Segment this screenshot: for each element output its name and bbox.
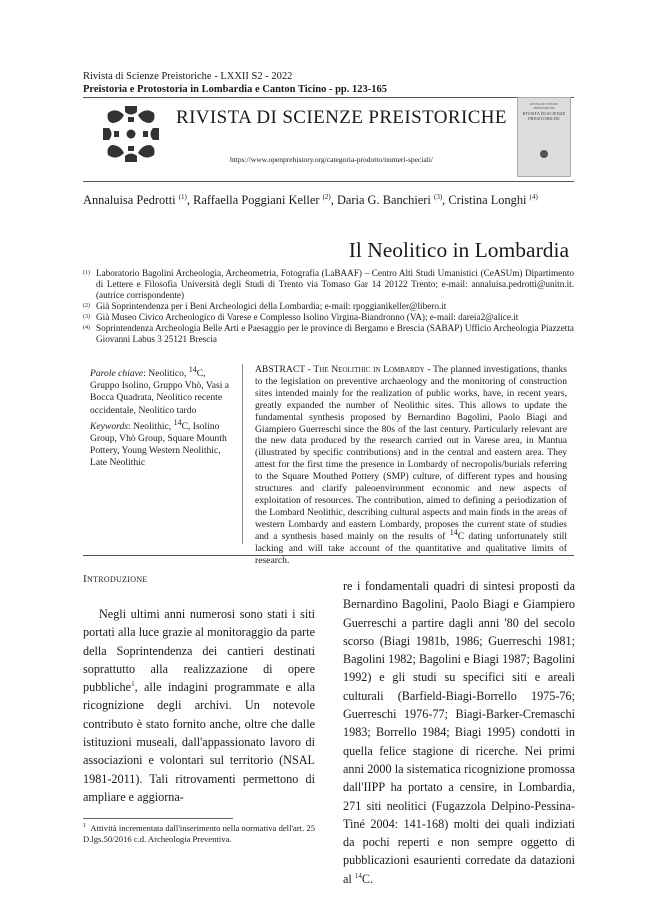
- affiliation-number: (3): [83, 314, 90, 320]
- journal-logo-icon: [100, 103, 162, 165]
- footnote: [83, 823, 315, 844]
- author-affiliation-mark: (3): [433, 192, 443, 201]
- body-text: re i fondamentali quadri di sintesi proposti da Bernardino Bagolini, Paolo Biagi e Giampiero Guerreschi a partire dagli anni '80 del secolo scorso (Biagi 1981b, 1986; Guerreschi 1981; Bagolini 1982; Bagolini e Biagi 1987; Bagolini 1992) e gli studi su specifici siti e areali culturali (Barfield-Biagi-Borrello 1975-76; Guerreschi 1976-77; Biagi-Barker-Cremaschi 1983; Borrello 1984; Biagi 1995) condotti in quella felice stagione di ricerche. Nei primi anni 2000 la sistematica ricognizione promossa dall'IIPP ha portato a censire, in Lombardia, 271 siti neolitici (Fugazzola Delpino-Pessina-Tiné 2004: 141-168) molti dei quali indiziati da pochi reperti e non sempre oggetto di pubblicazioni esaurienti corredate da datazioni al: [343, 579, 575, 886]
- isotope-mark: 14: [188, 364, 197, 374]
- footnote-marker[interactable]: 1: [131, 680, 135, 689]
- affiliation-text: Già Soprintendenza per i Beni Archeologici della Lombardia; e-mail: rpoggianikeller@libero.it: [96, 301, 447, 311]
- abstract-text: C dating unfortunately still lacking and will take account of the quantitative and qualitative limits of research.: [255, 530, 567, 566]
- abstract-divider: [242, 364, 243, 544]
- author-affiliation-mark: (1): [178, 192, 187, 201]
- keywords-english-label: Keywords: [90, 420, 129, 432]
- journal-url-link[interactable]: https://www.openprehistory.org/categoria-prodotto/numeri-speciali/: [230, 155, 434, 164]
- keywords-italian: Parole chiave: Neolitico, $^{14}$C, Gruppo Isolino, Gruppo Vhò, Vasi a Bocca Quadrata, Neolitico recente occidentale, Neolitico tardo: [90, 364, 230, 416]
- journal-issue-line: Rivista di Scienze Preistoriche - LXXII S2 - 2022: [83, 71, 293, 82]
- abstract: [255, 364, 567, 566]
- isotope-mark: 14: [354, 871, 362, 880]
- section-heading: Introduzione: [83, 573, 148, 585]
- body-column-right: [343, 577, 575, 888]
- author-separator: ,: [330, 193, 337, 207]
- author-name: Daria G. Banchieri: [336, 193, 431, 207]
- body-column-left: [83, 605, 315, 806]
- journal-section-line: Preistoria e Protostoria in Lombardia e Canton Ticino - pp. 123-165: [83, 84, 388, 95]
- author-list: [83, 193, 538, 208]
- abstract-bottom-rule: [83, 555, 574, 556]
- cover-header-text: RIVISTA DI SCIENZE PREISTORICHE: [529, 102, 559, 110]
- keywords-english: Keywords: Neolithic, $^{14}$C, Isolino Group, Vhò Group, Square Mounth Pottery, Young Western Neolithic, Late Neolithic: [90, 417, 227, 469]
- journal-title: RIVISTA DI SCIENZE PREISTORICHE: [176, 107, 507, 128]
- author-name: Cristina Longhi: [448, 193, 527, 207]
- isotope-mark: 14: [173, 417, 182, 427]
- author-separator: ,: [186, 193, 194, 207]
- header-bottom-rule: [83, 181, 574, 182]
- cover-title-text: RIVISTA DI SCIENZE PREISTORICHE: [522, 111, 566, 121]
- keywords-panel: [90, 364, 232, 474]
- keywords-italian-text: Neolitico,: [148, 368, 189, 379]
- author-name: Raffaella Poggiani Keller: [193, 193, 320, 207]
- affiliation-item: [83, 312, 574, 323]
- body-text: C.: [361, 871, 374, 886]
- author-separator: ,: [442, 193, 449, 207]
- cover-emblem-icon: [538, 148, 550, 160]
- affiliation-number: (1): [83, 270, 90, 276]
- affiliation-number: (2): [83, 303, 90, 309]
- header-top-rule: [83, 97, 574, 98]
- affiliation-item: [83, 301, 574, 312]
- keywords-english-text: Neolithic,: [133, 420, 174, 432]
- abstract-label: ABSTRACT -: [255, 364, 314, 375]
- affiliation-item: [83, 323, 574, 345]
- author-affiliation-mark: (4): [529, 192, 538, 201]
- affiliation-number: (4): [83, 325, 90, 331]
- keywords-english-text: C, Isolino Group, Vhò Group, Square Mounth Pottery, Young Western Neolithic, Late Neolithic: [90, 420, 227, 469]
- body-text: , alle indagini programmate e alla ricognizione degli archivi. Un notevole contributo è stato fornito anche, oltre che dalle istituzioni museali, dall'appassionato lavoro di associazioni e volontari sul territorio (NSAL 1981-2011). Tali ritrovamenti permettono di ampliare e aggiorna-: [83, 680, 315, 804]
- body-text: Negli ultimi anni numerosi sono stati i siti portati alla luce grazie al monitoraggio da parte della Soprintendenza dei cantieri destinati soprattutto alla realizzazione di opere pubbliche: [83, 607, 315, 695]
- journal-cover-thumbnail: [517, 97, 571, 177]
- author-name: Annaluisa Pedrotti: [83, 193, 176, 207]
- keywords-italian-label: Parole chiave: [90, 368, 144, 379]
- author-affiliation-mark: (2): [322, 192, 331, 201]
- footnote-text: Attività incrementata dall'inserimento nella normativa dell'art. 25 D.lgs.50/2016 c.d. Archeologia Preventiva.: [83, 823, 316, 844]
- abstract-title: The Neolithic in Lombardy: [313, 364, 425, 375]
- abstract-text: - The planned investigations, thanks to the legislation on preventive archaeology and the monitoring of construction sites intended mainly for the realization of public works, have, in recent years, greatly expanded the number of Neolithic sites. This allows to update the fundamental synthesis proposed by Bernardino Bagolini, Paolo Biagi and Giampiero Guerreschi since the 80s of the last century. Particularly relevant are the new data produced by the research carried out in Varese area, in Mantua (illustrated by specific contributions) and in the central and eastern area. They attest for the first time the presence in Lombardy of necropolis/burials referring to the Square Mouthed Pottery (SMP) culture, of different types and housing structures and clarify paleoenvironment economic and new aspects of exploitation of resources. The contribution, aimed to defining a periodization of the Lombard Neolithic, describing cultural aspects and main finds in the areas of western Lombardy and eastern Lombardy, proposes the current state of studies and a synthesis based mainly on the results of: [255, 364, 567, 542]
- footnote-number: 1: [83, 823, 86, 830]
- affiliation-text: Già Museo Civico Archeologico di Varese e Complesso Isolino Virgina-Biandronno (VA); e-mail: dareia2@alice.it: [96, 312, 519, 322]
- affiliation-text: Laboratorio Bagolini Archeologia, Archeometria, Fotografia (LaBAAF) – Centro Alti Studi Umanistici (CeASUm) Dipartimento di Lettere e Filosofia Università degli Studi di Trento via Tomaso Gar 14 20122 Trento; e-mail: annaluisa.pedrotti@unitn.it. (autrice corrispondente): [96, 268, 574, 301]
- article-title: Il Neolitico in Lombardia: [348, 238, 569, 262]
- keywords-italian-text: C, Gruppo Isolino, Gruppo Vhò, Vasi a Bocca Quadrata, Neolitico recente occidentale, Neolitico tardo: [90, 368, 230, 416]
- footnote-rule: [83, 818, 233, 819]
- isotope-mark: 14: [449, 527, 458, 537]
- affiliation-text: Soprintendenza Archeologia Belle Arti e Paesaggio per le province di Bergamo e Brescia (SABAP) Ufficio Archeologia Piazzetta Giovanni Labus 3 25121 Brescia: [96, 323, 574, 345]
